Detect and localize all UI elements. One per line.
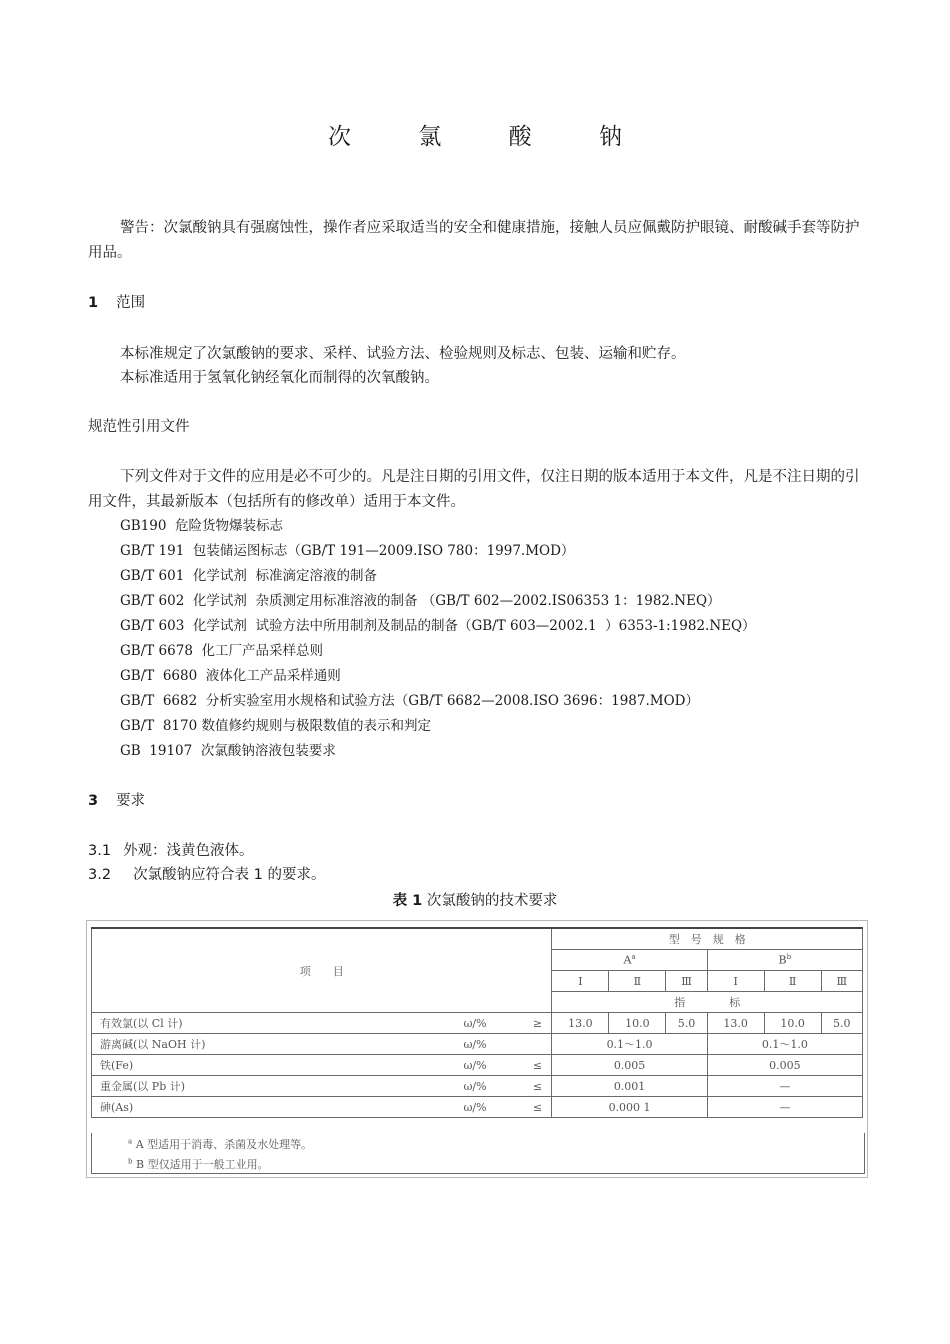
row-unit: ω/%: [463, 1034, 523, 1055]
scope-line: 本标准规定了次氯酸钠的要求、采样、试验方法、检验规则及标志、包装、运输和贮存。: [120, 346, 686, 362]
row-unit: ω/%: [463, 1055, 523, 1076]
reference-item: GB/T 6678 化工厂产品采样总则: [120, 643, 323, 659]
cell-value: 5.0: [666, 1013, 707, 1034]
reference-item: GB/T 6680 液体化工产品采样通则: [120, 668, 341, 684]
grade-header: Ⅰ: [552, 971, 609, 992]
grade-header: Ⅲ: [821, 971, 862, 992]
grade-header: Ⅱ: [609, 971, 666, 992]
header-spec: 型 号 规 格: [552, 928, 863, 950]
requirement-3-2: [88, 865, 326, 885]
warning-paragraph: 警告：次氯酸钠具有强腐蚀性，操作者应采取适当的安全和健康措施，接触人员应佩戴防护眼镜、耐酸碱手套等防护用品。: [88, 220, 860, 261]
cell-value: 5.0: [821, 1013, 862, 1034]
table-row: [92, 1034, 863, 1055]
cell-value-b: 0.005: [707, 1055, 862, 1076]
cell-value-b: 0.1～1.0: [707, 1034, 862, 1055]
reference-item: GB/T 191 包装储运图标志（GB/T 191—2009.ISO 780：1997.MOD）: [120, 543, 575, 559]
footnote-a: $^a$ A 型适用于消毒、杀菌及水处理等。: [128, 1137, 313, 1151]
reference-item: GB190 危险货物爆装标志: [120, 518, 284, 534]
clause-number: 3.2: [88, 867, 112, 883]
clause-text: 次氯酸钠应符合表 1 的要求。: [133, 867, 326, 883]
cell-value-a: 0.005: [552, 1055, 707, 1076]
spec-table-image: [86, 920, 868, 1178]
section-number: 1: [88, 295, 99, 311]
reference-item: GB/T 602 化学试剂 杂质测定用标准溶液的制备 （GB/T 602—2002.IS06353 1：1982.NEQ）: [120, 593, 721, 609]
row-name: 有效氯(以 Cl 计): [92, 1013, 464, 1034]
document-title: 次 氯 酸 钠: [328, 124, 652, 150]
cell-value-a: 0.001: [552, 1076, 707, 1097]
row-operator: ≤: [523, 1055, 552, 1076]
grade-header: Ⅲ: [666, 971, 707, 992]
table-caption: [0, 889, 950, 910]
section-title: 范围: [116, 295, 146, 311]
cell-value-a: 0.1～1.0: [552, 1034, 707, 1055]
cell-value: 10.0: [609, 1013, 666, 1034]
table-row: [92, 1076, 863, 1097]
cell-value: 10.0: [764, 1013, 821, 1034]
table-caption-text: 次氯酸钠的技术要求: [422, 893, 558, 909]
cell-value-b: —: [707, 1097, 862, 1118]
reference-item: GB/T 601 化学试剂 标准滴定溶液的制备: [120, 568, 377, 584]
row-operator: ≥: [523, 1013, 552, 1034]
section-number: 3: [88, 793, 99, 809]
header-type-b: $B^b$: [707, 950, 862, 971]
section-heading-references: 规范性引用文件: [88, 419, 190, 435]
row-unit: ω/%: [463, 1013, 523, 1034]
table-row: [92, 1055, 863, 1076]
row-operator: [523, 1034, 552, 1055]
table-row: [92, 1097, 863, 1118]
reference-item: GB/T 8170 数值修约规则与极限数值的表示和判定: [120, 718, 431, 734]
cell-value: 13.0: [707, 1013, 764, 1034]
grade-header: Ⅰ: [707, 971, 764, 992]
grade-header: Ⅱ: [764, 971, 821, 992]
cell-value-a: 0.000 1: [552, 1097, 707, 1118]
table-notes: [91, 1133, 865, 1174]
row-name: 砷(As): [92, 1097, 464, 1118]
cell-value-b: —: [707, 1076, 862, 1097]
header-item: 项 目: [92, 928, 552, 1013]
row-unit: ω/%: [463, 1076, 523, 1097]
section-title: 要求: [116, 793, 146, 809]
reference-item: GB/T 603 化学试剂 试验方法中所用制剂及制品的制备（GB/T 603—2002.1 ）6353-1:1982.NEQ）: [120, 618, 756, 634]
references-intro: 下列文件对于文件的应用是必不可少的。凡是注日期的引用文件，仅注日期的版本适用于本文件，凡是不注日期的引用文件，其最新版本（包括所有的修改单）适用于本文件。: [88, 469, 860, 510]
reference-item: GB 19107 次氯酸钠溶液包装要求: [120, 743, 336, 759]
section-heading-requirements: [88, 791, 145, 811]
row-operator: ≤: [523, 1097, 552, 1118]
cell-value: 13.0: [552, 1013, 609, 1034]
index-header: 指 标: [552, 992, 863, 1013]
row-name: 铁(Fe): [92, 1055, 464, 1076]
spec-table: [91, 927, 863, 1118]
row-operator: ≤: [523, 1076, 552, 1097]
scope-line: 本标准适用于氢氧化钠经氧化而制得的次氧酸钠。: [120, 370, 439, 386]
clause-text: 外观：浅黄色液体。: [123, 843, 254, 859]
section-heading-scope: [88, 293, 145, 313]
requirement-3-1: [88, 841, 254, 861]
clause-number: 3.1: [88, 843, 112, 859]
row-unit: ω/%: [463, 1097, 523, 1118]
reference-item: GB/T 6682 分析实验室用水规格和试验方法（GB/T 6682—2008.ISO 3696：1987.MOD）: [120, 693, 699, 709]
header-type-a: $A^a$: [552, 950, 707, 971]
table-row: [92, 1013, 863, 1034]
footnote-b: $^b$ B 型仅适用于一般工业用。: [128, 1157, 269, 1171]
row-name: 游离碱(以 NaOH 计): [92, 1034, 464, 1055]
row-name: 重金属(以 Pb 计): [92, 1076, 464, 1097]
table-number: 表 1: [392, 893, 423, 909]
